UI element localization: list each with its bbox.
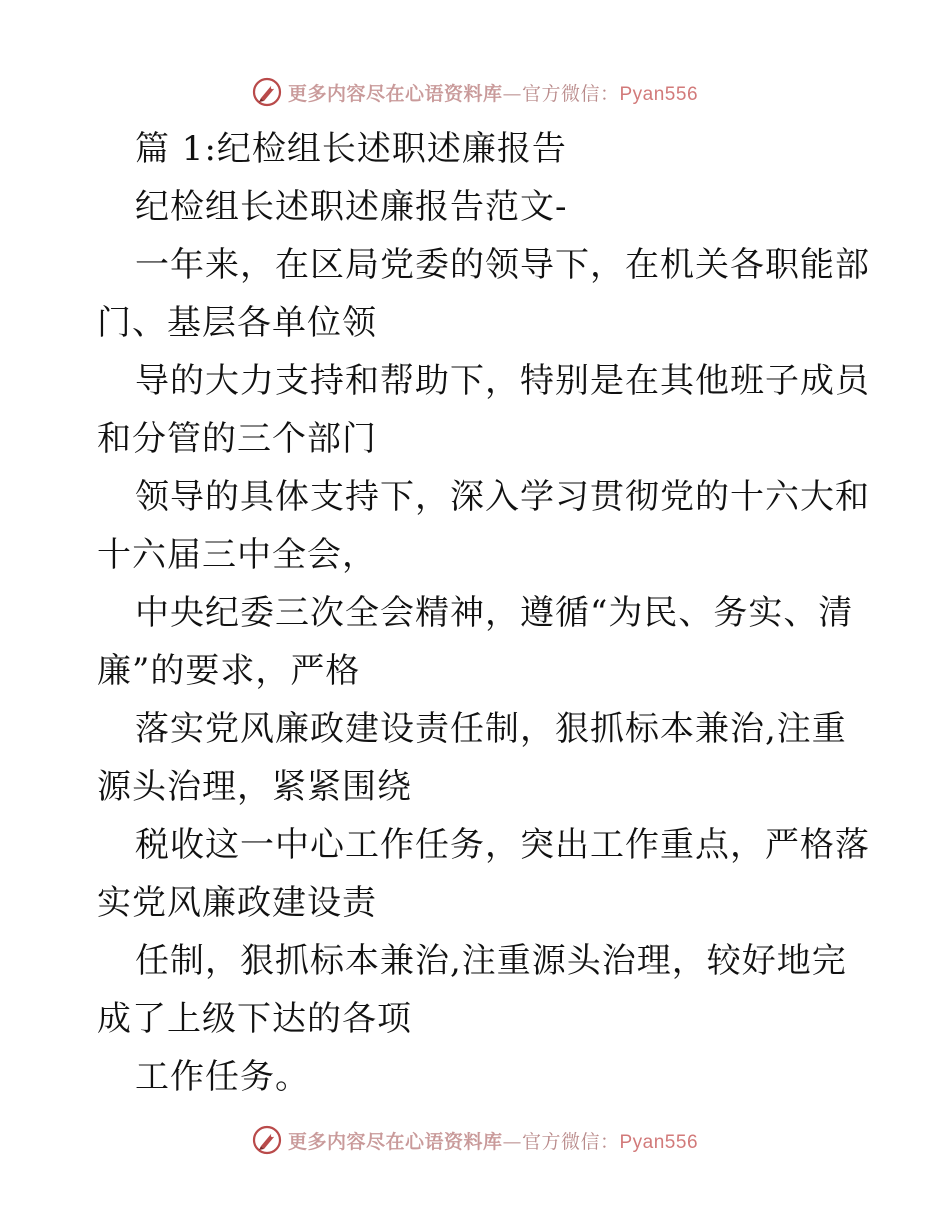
pen-logo-icon	[252, 77, 282, 107]
paragraph-line: 廉”的要求，严格	[97, 651, 361, 691]
footer-banner	[0, 1120, 950, 1160]
paragraph-line: 税收这一中心工作任务，突出工作重点，严格落	[135, 825, 870, 865]
paragraph-line: 领导的具体支持下，深入学习贯彻党的十六大和	[135, 477, 870, 517]
header-banner	[0, 72, 950, 112]
paragraph-line: 源头治理，紧紧围绕	[97, 767, 412, 807]
paragraph-line: 实党风廉政建设责	[97, 883, 377, 923]
header-dash: —	[502, 82, 522, 105]
document-subtitle: 纪检组长述职述廉报告范文-	[135, 187, 568, 227]
footer-wechat-label: 官方微信：	[521, 1130, 620, 1153]
paragraph-line: 成了上级下达的各项	[97, 999, 412, 1039]
header-wechat-label: 官方微信：	[521, 82, 620, 105]
paragraph-line: 门、基层各单位领	[97, 303, 377, 343]
paragraph-line: 落实党风廉政建设责任制，狠抓标本兼治,注重	[135, 709, 847, 749]
footer-wechat-id: Pyan556	[619, 1131, 699, 1153]
paragraph-line: 一年来，在区局党委的领导下，在机关各职能部	[135, 245, 870, 285]
header-wechat-id: Pyan556	[619, 83, 699, 105]
paragraph-line: 和分管的三个部门	[97, 419, 377, 459]
paragraph-line: 十六届三中全会，	[97, 535, 377, 575]
header-site-name: 更多内容尽在心语资料库	[287, 82, 503, 105]
footer-text	[288, 1127, 698, 1154]
header-text	[288, 79, 698, 106]
footer-site-name: 更多内容尽在心语资料库	[287, 1130, 503, 1153]
document-body	[97, 120, 870, 1106]
paragraph-line: 工作任务。	[135, 1057, 310, 1097]
paragraph-line: 中央纪委三次全会精神，遵循“为民、务实、清	[135, 593, 854, 633]
document-title: 篇 1:纪检组长述职述廉报告	[135, 129, 567, 169]
paragraph-line: 任制，狠抓标本兼治,注重源头治理，较好地完	[135, 941, 847, 981]
pen-logo-icon	[252, 1125, 282, 1155]
footer-dash: —	[502, 1130, 522, 1153]
paragraph-line: 导的大力支持和帮助下，特别是在其他班子成员	[135, 361, 870, 401]
